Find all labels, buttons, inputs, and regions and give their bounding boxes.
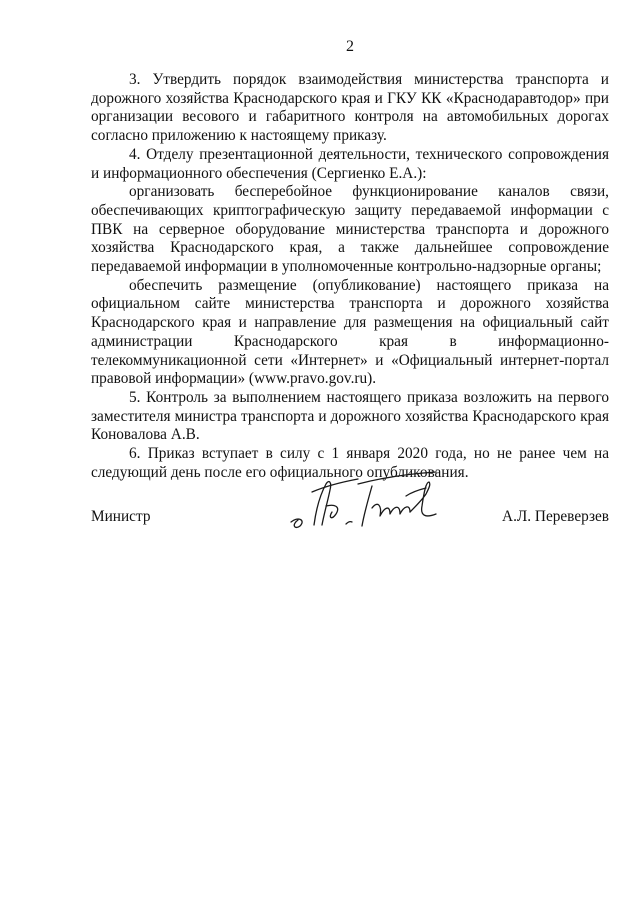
paragraph-item-3: 3. Утвердить порядок взаимодействия министерства транспорта и дорожного хозяйства Краснодарского края и ГКУ КК «Краснодаравтодор» при организации весового и габаритного контроля на автомобильных дорогах согласно приложению к настоящему приказу. [91,71,609,145]
paragraph-item-4: 4. Отделу презентационной деятельности, технического сопровождения и информационного обеспечения (Сергиенко Е.А.): [91,145,609,182]
page-number: 2 [346,38,354,55]
paragraph-item-5: 5. Контроль за выполнением настоящего приказа возложить на первого заместителя министра транспорта и дорожного хозяйства Краснодарского края Коновалова А.В. [91,388,609,444]
handwritten-signature [286,470,461,530]
signatory-title: Министр [91,508,151,525]
signature-block [91,470,609,550]
paragraph-item-4-subitem-1: организовать бесперебойное функционирование каналов связи, обеспечивающих криптографическую защиту передаваемой информации с ПВК на серверное оборудование министерства транспорта и дорожного хозяйства Краснодарского края, а также дальнейшее сопровождение передаваемой информации в уполномоченные контрольно-надзорные органы; [91,183,609,276]
signatory-name: А.Л. Переверзев [502,508,609,525]
order-body [91,71,609,482]
paragraph-item-4-subitem-2: обеспечить размещение (опубликование) настоящего приказа на официальном сайте министерства транспорта и дорожного хозяйства Краснодарского края и направление для размещения на официальный сайт администрации Краснодарского края в информационно-телекоммуникационной сети «Интернет» и «Официальный интернет-портал правовой информации» (www.pravo.gov.ru). [91,276,609,388]
paragraph-item-6: 6. Приказ вступает в силу с 1 января 2020 года, но не ранее чем на следующий день после его официального опубликования. [91,445,609,481]
